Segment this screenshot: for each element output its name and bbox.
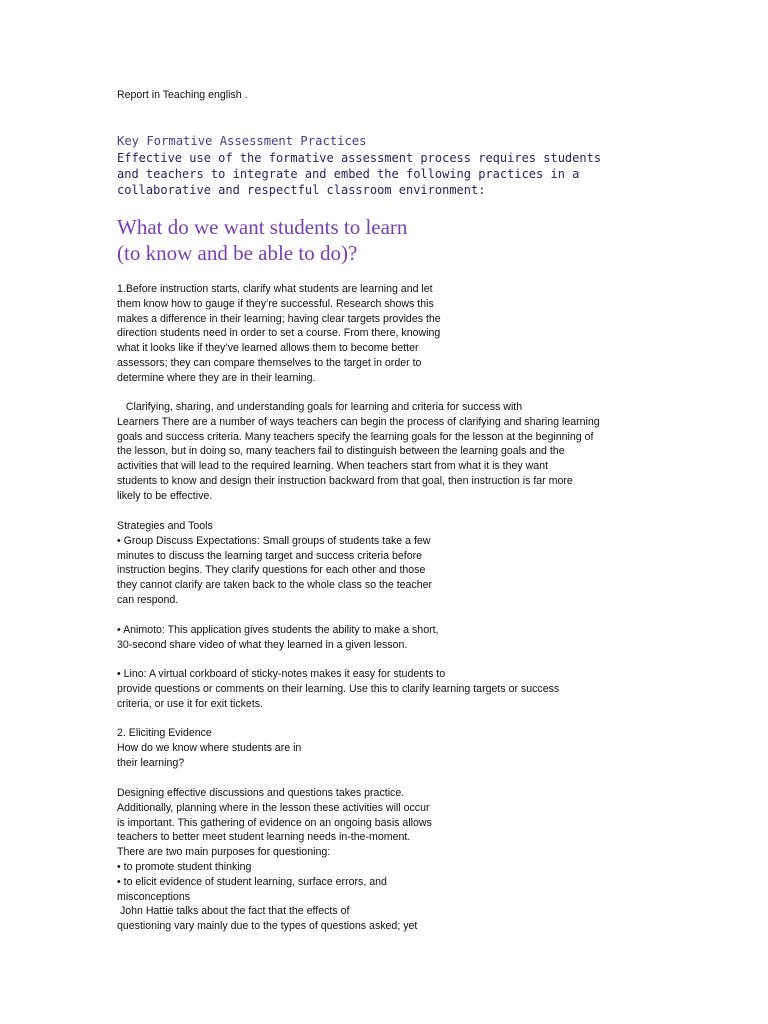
text-line: John Hattie talks about the fact that the effects of xyxy=(117,905,350,918)
text-line: their learning? xyxy=(117,756,185,769)
text-line: 2. Eliciting Evidence xyxy=(117,727,212,739)
paragraph-eliciting xyxy=(117,726,301,770)
text-line: There are two main purposes for questioning: xyxy=(117,846,331,859)
question-line: (to know and be able to do)? xyxy=(117,241,358,265)
paragraph-strategies xyxy=(117,519,432,608)
paragraph-animoto xyxy=(117,623,439,653)
text-line: • Lino: A virtual corkboard of sticky-notes makes it easy for students to xyxy=(117,668,446,680)
text-line: likely to be effective. xyxy=(117,489,213,502)
intro-line: collaborative and respectful classroom environment: xyxy=(117,183,486,197)
intro-line: and teachers to integrate and embed the following practices in a xyxy=(117,167,580,181)
text-line: misconceptions xyxy=(117,890,191,903)
text-line: • Group Discuss Expectations: Small groups of students take a few xyxy=(117,534,431,547)
text-line: Clarifying, sharing, and understanding goals for learning and criteria for success with xyxy=(117,401,523,413)
text-line: activities that will lead to the required learning. When teachers start from what it is they want xyxy=(117,460,549,473)
text-line: them know how to gauge if they’re successful. Research shows this xyxy=(117,297,434,310)
text-line: • to elicit evidence of student learning, surface errors, and xyxy=(117,875,387,888)
text-line: Designing effective discussions and questions takes practice. xyxy=(117,787,405,799)
text-line: criteria, or use it for exit tickets. xyxy=(117,697,264,710)
text-line: • Animoto: This application gives students the ability to make a short, xyxy=(117,624,439,636)
text-line: students to know and design their instruction backward from that goal, then instruction is far more xyxy=(117,474,573,487)
text-line: they cannot clarify are taken back to the whole class so the teacher xyxy=(117,579,433,592)
text-line: determine where they are in their learning. xyxy=(117,371,316,384)
text-line: Learners There are a number of ways teachers can begin the process of clarifying and sharing learning xyxy=(117,415,600,428)
text-line: the lesson, but in doing so, many teachers fail to distinguish between the learning goals and the xyxy=(117,445,565,458)
question-heading xyxy=(117,214,407,266)
text-line: can respond. xyxy=(117,593,179,606)
text-line: direction students need in order to set a course. From there, knowing xyxy=(117,327,441,340)
text-line: Additionally, planning where in the lesson these activities will occur xyxy=(117,801,430,814)
question-line: What do we want students to learn xyxy=(117,215,408,239)
intro-line: Effective use of the formative assessment process requires students xyxy=(117,151,602,165)
intro-paragraph xyxy=(117,150,601,198)
text-line: goals and success criteria. Many teachers specify the learning goals for the lesson at the beginning of xyxy=(117,430,594,443)
text-line: assessors; they can compare themselves to the target in order to xyxy=(117,356,422,369)
text-line: makes a difference in their learning; having clear targets provides the xyxy=(117,312,441,325)
text-line: is important. This gathering of evidence on an ongoing basis allows xyxy=(117,816,432,829)
paragraph-lino xyxy=(117,667,559,711)
text-line: Strategies and Tools xyxy=(117,520,213,532)
text-line: • to promote student thinking xyxy=(117,860,252,873)
text-line: provide questions or comments on their learning. Use this to clarify learning targets or success xyxy=(117,682,560,695)
paragraph-clarify xyxy=(117,282,441,386)
text-line: 30-second share video of what they learned in a given lesson. xyxy=(117,638,408,651)
text-line: 1.Before instruction starts, clarify what students are learning and let xyxy=(117,283,433,295)
text-line: How do we know where students are in xyxy=(117,741,302,754)
report-title: Report in Teaching english . xyxy=(117,89,248,101)
text-line: teachers to better meet student learning needs in-the-moment. xyxy=(117,831,411,844)
paragraph-goals xyxy=(117,400,600,504)
paragraph-questioning xyxy=(117,786,432,934)
text-line: minutes to discuss the learning target and success criteria before xyxy=(117,549,423,562)
text-line: what it looks like if they’ve learned allows them to become better xyxy=(117,342,419,355)
section-title: Key Formative Assessment Practices xyxy=(117,134,367,148)
text-line: questioning vary mainly due to the types of questions asked; yet xyxy=(117,920,418,933)
text-line: instruction begins. They clarify questions for each other and those xyxy=(117,564,426,577)
